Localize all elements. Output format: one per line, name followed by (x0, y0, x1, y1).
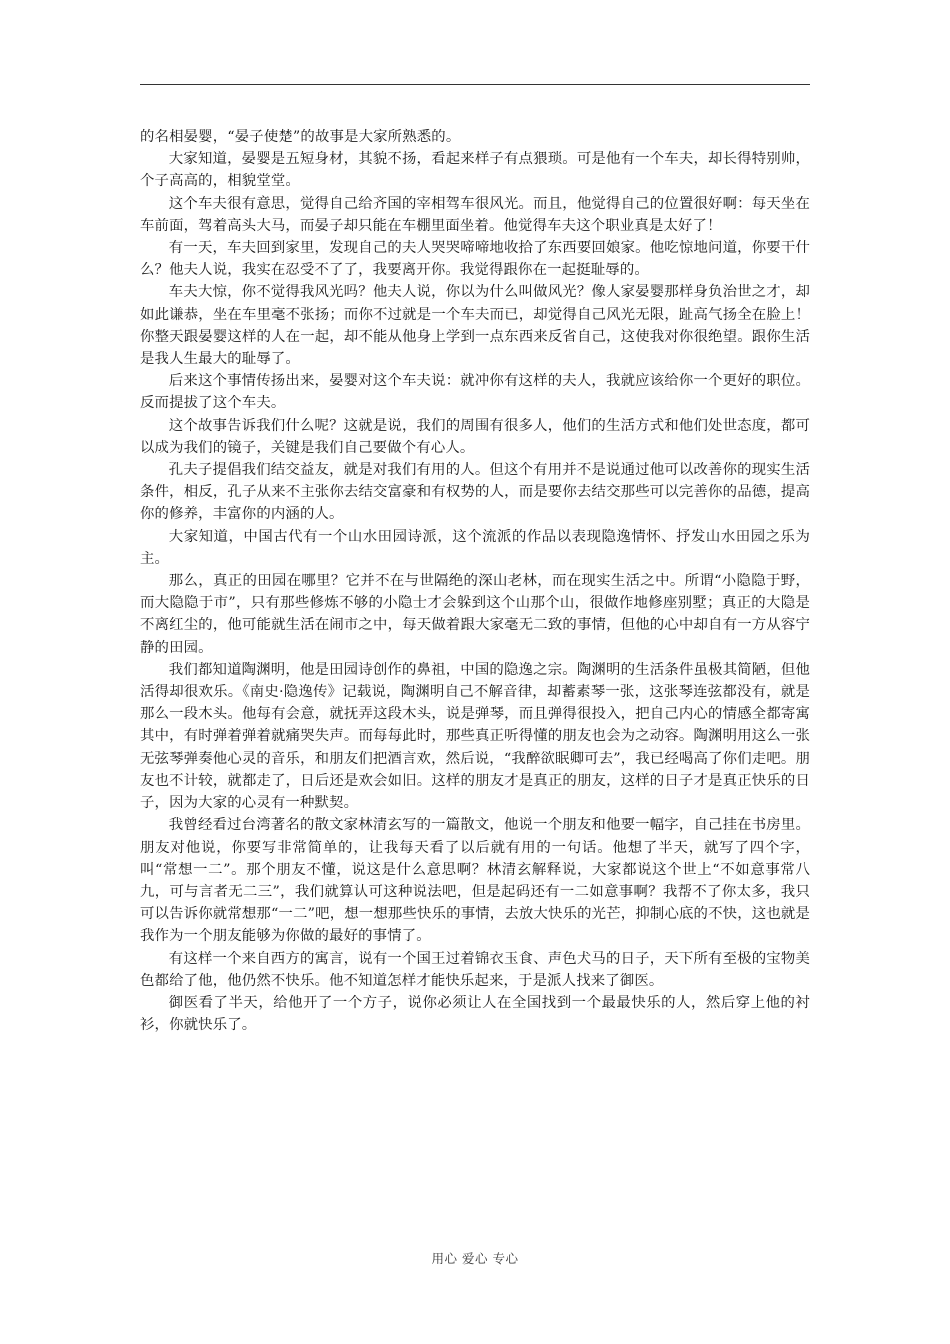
body-text (140, 126, 810, 1036)
paragraph-1: 的名相晏婴，“晏子使楚”的故事是大家所熟悉的。 (140, 129, 461, 145)
paragraph-6: 后来这个事情传扬出来，晏婴对这个车夫说：就冲你有这样的夫人，我就应该给你一个更好的职位。反而提拔了这个车夫。 (140, 373, 810, 412)
page-footer: 用心 爱心 专心 (431, 1251, 519, 1266)
paragraph-12: 我曾经看过台湾著名的散文家林清玄写的一篇散文，他说一个朋友和他要一幅字，自己挂在书房里。朋友对他说，你要写非常简单的，让我每天看了以后就有用的一句话。他想了半天，就写了四个字，叫“常想一二”。那个朋友不懂，说这是什么意思啊？林清玄解释说，大家都说这个世上“不如意事常八九，可与言者无二三”，我们就算认可这种说法吧，但是起码还有一二如意事啊？我帮不了你太多，我只可以告诉你就常想那“一二”吧，想一想那些快乐的事情，去放大快乐的光芒，抑制心底的不快，这也就是我作为一个朋友能够为你做的最好的事情了。 (140, 817, 810, 945)
paragraph-2: 大家知道，晏婴是五短身材，其貌不扬，看起来样子有点猥琐。可是他有一个车夫，却长得特别帅，个子高高的，相貌堂堂。 (140, 151, 810, 190)
paragraph-14: 御医看了半天，给他开了一个方子，说你必须让人在全国找到一个最最快乐的人，然后穿上他的衬衫，你就快乐了。 (140, 994, 810, 1034)
paragraph-10: 那么，真正的田园在哪里？它并不在与世隔绝的深山老林，而在现实生活之中。所谓“小隐隐于野，而大隐隐于市”，只有那些修炼不够的小隐士才会躲到这个山那个山，很做作地修座别墅；真正的大隐是不离红尘的，他可能就生活在闹市之中，每天做着跟大家毫无二致的事情，但他的心中却自有一方从容宁静的田园。 (140, 573, 810, 656)
paragraph-3: 这个车夫很有意思，觉得自己给齐国的宰相驾车很风光。而且，他觉得自己的位置很好啊：每天坐在车前面，驾着高头大马，而晏子却只能在车棚里面坐着。他觉得车夫这个职业真是太好了！ (140, 195, 810, 234)
header-rule (140, 84, 810, 85)
paragraph-11: 我们都知道陶渊明，他是田园诗创作的鼻祖，中国的隐逸之宗。陶渊明的生活条件虽极其简陋，但他活得却很欢乐。《南史·隐逸传》记载说，陶渊明自己不解音律，却蓄素琴一张，这张琴连弦都没有，就是那么一段木头。他每有会意，就抚弄这段木头，说是弹琴，而且弹得很投入，把自己内心的情感全都寄寓其中，有时弹着弹着就痛哭失声。而每每此时，那些真正听得懂的朋友也会为之动容。陶渊明用这么一张无弦琴弹奏他心灵的音乐，和朋友们把酒言欢，然后说，“我醉欲眠卿可去”，我已经喝高了你们走吧。朋友也不计较，就都走了，日后还是欢会如旧。这样的朋友才是真正的朋友，这样的日子才是真正快乐的日子，因为大家的心灵有一种默契。 (140, 661, 810, 812)
paragraph-4: 有一天，车夫回到家里，发现自己的夫人哭哭啼啼地收拾了东西要回娘家。他吃惊地问道，你要干什么？他夫人说，我实在忍受不了了，我要离开你。我觉得跟你在一起挺耻辱的。 (140, 240, 810, 279)
paragraph-8: 孔夫子提倡我们结交益友，就是对我们有用的人。但这个有用并不是说通过他可以改善你的现实生活条件，相反，孔子从来不主张你去结交富豪和有权势的人，而是要你去结交那些可以完善你的品德，提高你的修养，丰富你的内涵的人。 (140, 462, 810, 523)
paragraph-7: 这个故事告诉我们什么呢？这就是说，我们的周围有很多人，他们的生活方式和他们处世态度，都可以成为我们的镜子，关键是我们自己要做个有心人。 (140, 417, 810, 456)
paragraph-13: 有这样一个来自西方的寓言，说有一个国王过着锦衣玉食、声色犬马的日子，天下所有至极的宝物美色都给了他，他仍然不快乐。他不知道怎样才能快乐起来，于是派人找来了御医。 (140, 950, 810, 989)
paragraph-5: 车夫大惊，你不觉得我风光吗？他夫人说，你以为什么叫做风光？像人家晏婴那样身负治世之才，却如此谦恭，坐在车里毫不张扬；而你不过就是一个车夫而已，却觉得自己风光无限，趾高气扬全在脸上！你整天跟晏婴这样的人在一起，却不能从他身上学到一点东西来反省自己，这使我对你很绝望。跟你生活是我人生最大的耻辱了。 (140, 284, 810, 368)
paragraph-9: 大家知道，中国古代有一个山水田园诗派，这个流派的作品以表现隐逸情怀、抒发山水田园之乐为主。 (140, 528, 810, 567)
